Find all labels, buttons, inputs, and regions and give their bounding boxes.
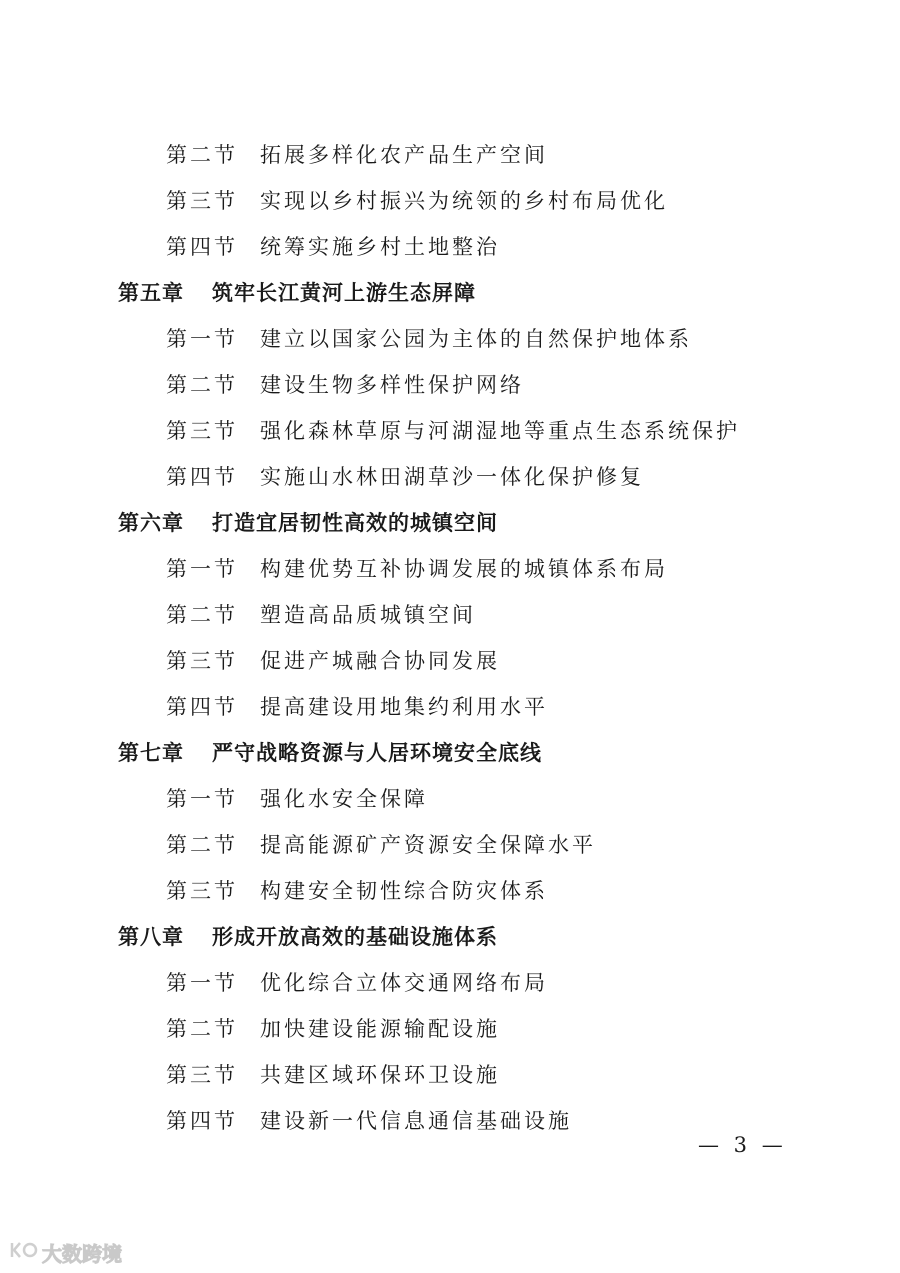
section-entry — [0, 638, 900, 684]
section-entry — [0, 224, 900, 270]
chapter-heading — [0, 730, 900, 776]
section-title: 共建区域环保环卫设施 — [260, 1063, 500, 1087]
section-number: 第四节 — [166, 1109, 238, 1133]
section-entry — [0, 454, 900, 500]
section-title: 拓展多样化农产品生产空间 — [260, 143, 548, 167]
section-title: 统筹实施乡村土地整治 — [260, 235, 500, 259]
section-title: 塑造高品质城镇空间 — [260, 603, 476, 627]
section-entry — [0, 1052, 900, 1098]
section-title: 强化森林草原与河湖湿地等重点生态系统保护 — [260, 419, 740, 443]
chapter-heading — [0, 500, 900, 546]
section-number: 第一节 — [166, 787, 238, 811]
section-title: 构建优势互补协调发展的城镇体系布局 — [260, 557, 668, 581]
section-entry — [0, 1006, 900, 1052]
section-entry — [0, 546, 900, 592]
table-of-contents — [0, 132, 900, 1144]
section-title: 提高建设用地集约利用水平 — [260, 695, 548, 719]
section-entry — [0, 684, 900, 730]
section-number: 第一节 — [166, 557, 238, 581]
section-entry — [0, 178, 900, 224]
section-title: 构建安全韧性综合防灾体系 — [260, 879, 548, 903]
chapter-title: 形成开放高效的基础设施体系 — [212, 925, 498, 949]
chapter-heading — [0, 914, 900, 960]
section-entry — [0, 960, 900, 1006]
section-title: 实现以乡村振兴为统领的乡村布局优化 — [260, 189, 668, 213]
section-number: 第二节 — [166, 373, 238, 397]
section-entry — [0, 132, 900, 178]
section-title: 加快建设能源输配设施 — [260, 1017, 500, 1041]
section-title: 促进产城融合协同发展 — [260, 649, 500, 673]
section-number: 第四节 — [166, 235, 238, 259]
chapter-number: 第五章 — [118, 281, 184, 305]
section-number: 第三节 — [166, 879, 238, 903]
chapter-title: 筑牢长江黄河上游生态屏障 — [212, 281, 476, 305]
section-title: 提高能源矿产资源安全保障水平 — [260, 833, 596, 857]
section-number: 第二节 — [166, 143, 238, 167]
section-title: 建立以国家公园为主体的自然保护地体系 — [260, 327, 692, 351]
section-number: 第二节 — [166, 833, 238, 857]
section-number: 第一节 — [166, 327, 238, 351]
section-title: 强化水安全保障 — [260, 787, 428, 811]
section-entry — [0, 316, 900, 362]
section-number: 第二节 — [166, 1017, 238, 1041]
section-number: 第四节 — [166, 695, 238, 719]
section-number: 第三节 — [166, 649, 238, 673]
section-entry — [0, 408, 900, 454]
section-number: 第三节 — [166, 189, 238, 213]
section-title: 实施山水林田湖草沙一体化保护修复 — [260, 465, 644, 489]
watermark-logo-icon — [8, 1239, 38, 1265]
section-title: 建设新一代信息通信基础设施 — [260, 1109, 572, 1133]
chapter-number: 第七章 — [118, 741, 184, 765]
section-entry — [0, 822, 900, 868]
section-number: 第四节 — [166, 465, 238, 489]
section-number: 第三节 — [166, 1063, 238, 1087]
chapter-number: 第八章 — [118, 925, 184, 949]
section-number: 第一节 — [166, 971, 238, 995]
section-title: 优化综合立体交通网络布局 — [260, 971, 548, 995]
chapter-title: 严守战略资源与人居环境安全底线 — [212, 741, 542, 765]
section-entry — [0, 868, 900, 914]
watermark — [8, 1238, 122, 1266]
section-entry — [0, 362, 900, 408]
chapter-heading — [0, 270, 900, 316]
page-number: — 3 — — [698, 1133, 787, 1157]
section-entry — [0, 592, 900, 638]
chapter-title: 打造宜居韧性高效的城镇空间 — [212, 511, 498, 535]
section-number: 第二节 — [166, 603, 238, 627]
section-title: 建设生物多样性保护网络 — [260, 373, 524, 397]
chapter-number: 第六章 — [118, 511, 184, 535]
section-entry — [0, 776, 900, 822]
watermark-text: 大数跨境 — [42, 1241, 122, 1266]
section-number: 第三节 — [166, 419, 238, 443]
